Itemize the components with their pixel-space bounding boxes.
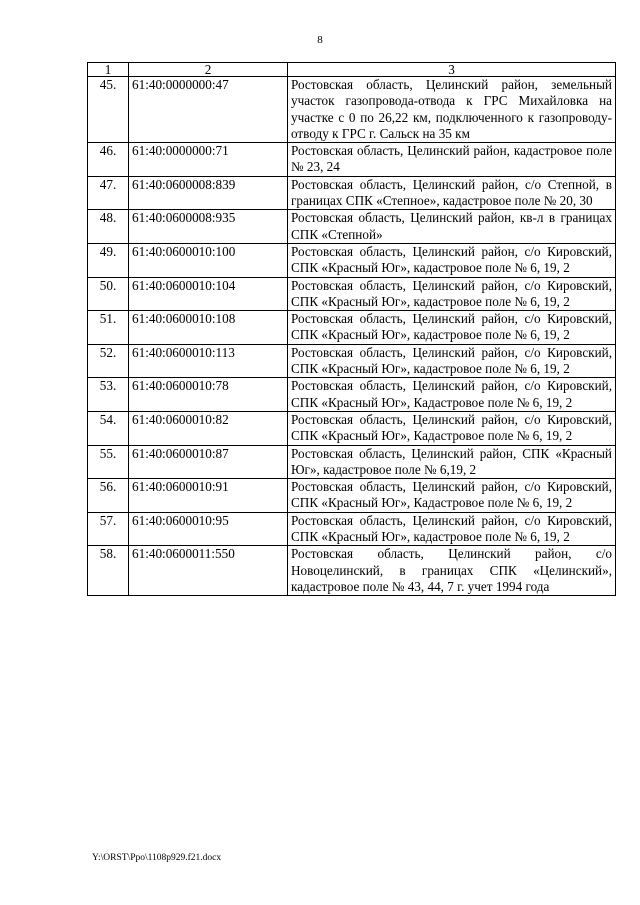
row-number: 46.	[88, 143, 129, 177]
column-header-2: 2	[129, 63, 288, 77]
table-row	[88, 311, 616, 345]
table-row	[88, 378, 616, 412]
row-number: 57.	[88, 512, 129, 546]
table-row	[88, 210, 616, 244]
cadastral-number: 61:40:0000000:71	[129, 143, 288, 177]
cadastral-number: 61:40:0600010:78	[129, 378, 288, 412]
row-number: 45.	[88, 77, 129, 143]
row-number: 52.	[88, 344, 129, 378]
table-header-row	[88, 63, 616, 77]
table-row	[88, 243, 616, 277]
row-number: 50.	[88, 277, 129, 311]
row-number: 58.	[88, 546, 129, 596]
plot-location: Ростовская область, Целинский район, кадастровое поле № 23, 24	[288, 143, 616, 177]
table-row	[88, 512, 616, 546]
table-row	[88, 479, 616, 513]
plot-location: Ростовская область, Целинский район, с/о Кировский, СПК «Красный Юг», Кадастровое поле № 6, 19, 2	[288, 479, 616, 513]
footer-file-path: Y:\ORST\Ppo\1108p929.f21.docx	[92, 853, 222, 863]
row-number: 48.	[88, 210, 129, 244]
row-number: 54.	[88, 411, 129, 445]
plot-location: Ростовская область, Целинский район, СПК «Красный Юг», кадастровое поле № 6,19, 2	[288, 445, 616, 479]
table-row	[88, 445, 616, 479]
row-number: 47.	[88, 176, 129, 210]
plot-location: Ростовская область, Целинский район, с/о Новоцелинский, в границах СПК «Целинский», кадастровое поле № 43, 44, 7 г. учет 1994 года	[288, 546, 616, 596]
plot-location: Ростовская область, Целинский район, с/о Кировский, СПК «Красный Юг», кадастровое поле № 6, 19, 2	[288, 512, 616, 546]
plot-location: Ростовская область, Целинский район, с/о Кировский, СПК «Красный Юг», Кадастровое поле № 6, 19, 2	[288, 378, 616, 412]
table-row	[88, 143, 616, 177]
table-row	[88, 344, 616, 378]
table-row	[88, 546, 616, 596]
row-number: 55.	[88, 445, 129, 479]
cadastral-number: 61:40:0600008:839	[129, 176, 288, 210]
cadastral-number: 61:40:0600008:935	[129, 210, 288, 244]
plot-location: Ростовская область, Целинский район, с/о Кировский, СПК «Красный Юг», кадастровое поле № 6, 19, 2	[288, 243, 616, 277]
plot-location: Ростовская область, Целинский район, с/о Кировский, СПК «Красный Юг», кадастровое поле № 6, 19, 2	[288, 311, 616, 345]
land-plot-table	[87, 62, 616, 596]
cadastral-number: 61:40:0600011:550	[129, 546, 288, 596]
table-row	[88, 77, 616, 143]
cadastral-number: 61:40:0600010:95	[129, 512, 288, 546]
plot-location: Ростовская область, Целинский район, земельный участок газопровода-отвода к ГРС Михайловка на участке с 0 по 26,22 км, подключенного к газопроводу-отводу к ГРС г. Сальск на 35 км	[288, 77, 616, 143]
cadastral-number: 61:40:0000000:47	[129, 77, 288, 143]
cadastral-number: 61:40:0600010:104	[129, 277, 288, 311]
cadastral-number: 61:40:0600010:113	[129, 344, 288, 378]
column-header-1: 1	[88, 63, 129, 77]
plot-location: Ростовская область, Целинский район, с/о Степной, в границах СПК «Степное», кадастровое поле № 20, 30	[288, 176, 616, 210]
row-number: 53.	[88, 378, 129, 412]
column-header-3: 3	[288, 63, 616, 77]
cadastral-number: 61:40:0600010:87	[129, 445, 288, 479]
plot-location: Ростовская область, Целинский район, кв-л в границах СПК «Степной»	[288, 210, 616, 244]
page-number: 8	[317, 34, 323, 46]
cadastral-number: 61:40:0600010:108	[129, 311, 288, 345]
row-number: 56.	[88, 479, 129, 513]
table-row	[88, 277, 616, 311]
plot-location: Ростовская область, Целинский район, с/о Кировский, СПК «Красный Юг», кадастровое поле № 6, 19, 2	[288, 344, 616, 378]
plot-location: Ростовская область, Целинский район, с/о Кировский, СПК «Красный Юг», Кадастровое поле № 6, 19, 2	[288, 411, 616, 445]
cadastral-number: 61:40:0600010:91	[129, 479, 288, 513]
cadastral-number: 61:40:0600010:100	[129, 243, 288, 277]
row-number: 49.	[88, 243, 129, 277]
row-number: 51.	[88, 311, 129, 345]
table-row	[88, 176, 616, 210]
cadastral-number: 61:40:0600010:82	[129, 411, 288, 445]
table-row	[88, 411, 616, 445]
table-body	[88, 77, 616, 596]
plot-location: Ростовская область, Целинский район, с/о Кировский, СПК «Красный Юг», кадастровое поле № 6, 19, 2	[288, 277, 616, 311]
